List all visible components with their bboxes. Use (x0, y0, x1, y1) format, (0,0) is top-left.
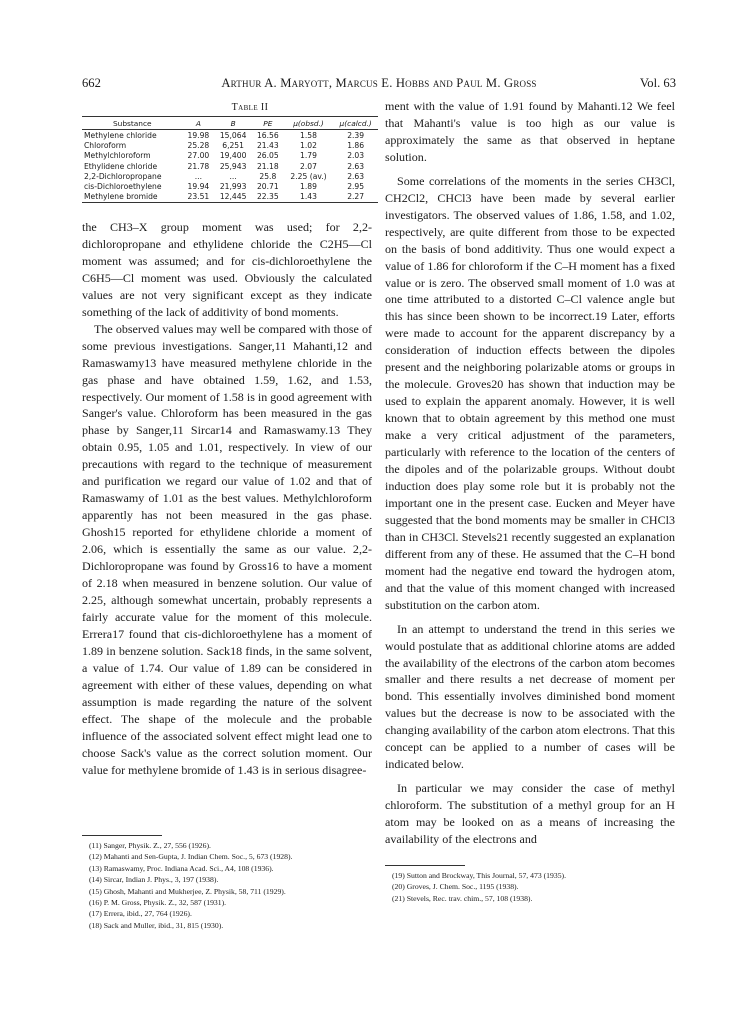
table-cell: 19,400 (219, 151, 247, 161)
table-cell: Methylene bromide (82, 192, 183, 203)
right-column (385, 98, 675, 848)
table-cell: 2.39 (347, 130, 365, 140)
footnotes-right (392, 870, 682, 904)
table-cell: 19.94 (187, 182, 210, 192)
table-title: Table II (231, 102, 269, 113)
running-authors: Arthur A. Maryott, Marcus E. Hobbs and Paul M. Gross (221, 76, 537, 90)
table-header-cell: Substance (82, 117, 183, 130)
table-header-cell: μ(calcd.) (333, 117, 378, 130)
data-table (82, 116, 378, 203)
table-header-cell: PE (252, 117, 284, 130)
footnote: (12) Mahanti and Sen-Gupta, J. Indian Chem. Soc., 5, 673 (1928). (89, 852, 293, 862)
footnote: (11) Sanger, Physik. Z., 27, 556 (1926). (89, 841, 211, 850)
body-paragraph: The observed values may well be compared with those of some previous investigations. Sanger,11 Mahanti,12 and Ramaswamy13 have measured methylene chloride in the gas phase and have obtained 1.59, 1.62, and 1.53, respectively. Our moment of 1.58 is in good agreement with Sanger's value. Chloroform has been measured in the gas phase by Sanger,11 Sircar14 and Ramaswamy.13 They obtain 0.95, 1.05 and 1.01, respectively. In view of our precautions with regard to the technique of measurement and purification we regard our value of 1.02 and that of Ramaswamy of 1.01 as the best values. Methylchloroform apparently has not been measured in the gas phase. Ghosh15 reported for ethylidene chloride a moment of 2.06, which is essentially the same as our value. 2,2-Dichloropropane was found by Gross16 to have a moment of 2.18 when measured in benzene solution. Our value of 2.25, although somewhat uncertain, probably represents a fairly accurate value for the moment of this molecule. Errera17 found that cis-dichloroethylene has a moment of 1.89 in benzene solution. Sack18 finds, in the same solvent, a value of 1.74. Our value of 1.89 can be considered in agreement with either of these values, depending on what assumption is made regarding the nature of the solvent effect. The shape of the molecule and the probable influence of the associated solvent effect might lead one to choose Sack's value as the correct solution moment. Our value for methylene bromide of 1.43 is in serious disagree- (82, 321, 372, 777)
table-cell: 1.89 (300, 182, 317, 192)
table-cell: 25.28 (187, 140, 210, 150)
table-cell: 1.02 (300, 140, 317, 150)
table-row (82, 161, 378, 171)
footnote-rule (385, 865, 465, 866)
table-cell: cis-Dichloroethylene (84, 182, 162, 192)
table-cell: 2.63 (347, 161, 365, 171)
table-header-cell: B (214, 117, 252, 130)
table-cell: 26.05 (256, 151, 279, 161)
table-cell: 21,993 (219, 182, 247, 192)
table-cell: 19.98 (187, 130, 210, 140)
left-column (82, 219, 372, 778)
footnote: (14) Sircar, Indian J. Phys., 3, 197 (1938). (89, 875, 219, 885)
table-cell: 6,251 (222, 140, 244, 150)
table-row (82, 192, 378, 203)
footnote: (21) Stevels, Rec. trav. chim., 57, 108 (1938). (392, 893, 533, 903)
running-header (82, 76, 676, 92)
footnote: (17) Errera, ibid., 27, 764 (1926). (89, 909, 192, 919)
table-cell: 1.79 (300, 151, 317, 161)
footnote: (20) Groves, J. Chem. Soc., 1195 (1938). (392, 882, 519, 892)
table-cell: 25,943 (219, 161, 247, 171)
table-cell: 21.43 (256, 140, 279, 150)
body-paragraph: In particular we may consider the case of methyl chloroform. The substitution of a methyl group for an H atom may be looked on as a means of increasing the availability of the electrons and (385, 781, 675, 847)
table-cell: 23.51 (183, 192, 215, 203)
table-cell: 2,2-Dichloropropane (84, 171, 162, 181)
table-cell: 1.86 (347, 140, 365, 150)
table-cell: Chloroform (84, 140, 127, 150)
table-cell: 27.00 (187, 151, 210, 161)
table-cell: ... (194, 171, 203, 181)
table-cell: 1.43 (284, 192, 334, 203)
footnotes-left (89, 840, 379, 931)
table-cell: 25.8 (259, 171, 277, 181)
table-header-row (82, 117, 378, 130)
table-cell: ... (229, 171, 237, 181)
footnote: (13) Ramaswamy, Proc. Indiana Acad. Sci., A4, 108 (1936). (89, 863, 274, 873)
footnote: (19) Sutton and Brockway, This Journal, 57, 473 (1935). (392, 871, 567, 880)
table-cell: Methylene chloride (84, 130, 157, 140)
table-cell: 21.18 (256, 161, 279, 171)
table-cell: 2.63 (347, 171, 365, 181)
table-cell: 22.35 (252, 192, 284, 203)
table-header-cell: A (183, 117, 215, 130)
body-paragraph: Some correlations of the moments in the series CH3Cl, CH2Cl2, CHCl3 have been made by several earlier investigators. The observed values of 1.86, 1.58, and 1.02, respectively, are quite different from those to be expected on the basis of bond additivity. Thus one would expect a value of 1.86 for chloroform if the C–H moment has a fixed value or is zero. The observed small moment of 1.0 was at one time attributed to a distorted C–Cl valence angle but this has since been shown to be incorrect.19 Later, efforts were made to account for the apparent discrepancy by a consideration of induction effects between the dipoles present and the neighboring polarizable atoms or groups in the molecule. Groves20 has shown that induction may be used to explain the apparent anomaly. However, it is well known that to obtain agreement by this method one must make a very critical adjustment of the parameters, particularly with reference to the location of the centers of the dipoles and of the polarizable groups. Without doubt induction does play some role but it is probably not the important one in the present case. Eucken and Meyer have suggested that the bond moments may be smaller in CHCl3 than in CH3Cl. Stevels21 recently suggested an explanation different from any of these. He assumed that the C–H bond moment had the negative end toward the hydrogen atom, and that the value of this moment changed with increased substitution on the carbon atom. (385, 173, 675, 612)
table-cell: Methylchloroform (84, 151, 151, 161)
table-cell: 1.58 (300, 130, 317, 140)
table-row (82, 181, 378, 191)
table-cell: 21.78 (187, 161, 210, 171)
body-paragraph: ment with the value of 1.91 found by Mahanti.12 We feel that Mahanti's value is too high as our value is approximately the same as that observed in heptane solution. (385, 99, 675, 164)
footnote: (15) Ghosh, Mahanti and Mukherjee, Z. Physik, 58, 711 (1929). (89, 886, 286, 896)
table-row (82, 130, 378, 141)
table-row (82, 140, 378, 150)
table-cell: 2.07 (300, 161, 317, 171)
table-cell: 12,445 (214, 192, 252, 203)
table-ii (82, 102, 378, 203)
table-cell: Ethylidene chloride (84, 161, 158, 171)
footnote: (18) Sack and Muller, ibid., 31, 815 (1930). (89, 920, 224, 930)
volume-label: Vol. 63 (639, 76, 676, 90)
body-paragraph: the CH3–X group moment was used; for 2,2-dichloropropane and ethylidene chloride the C2H5—Cl moment was assumed; and for cis-dichloroethylene the C6H5—Cl moment was used. Obviously the calculated values are not very significant except as they indicate something of the lack of additivity of bond moments. (82, 220, 372, 319)
footnote: (16) P. M. Gross, Physik. Z., 32, 587 (1931). (89, 898, 227, 908)
table-header-cell: μ(obsd.) (284, 117, 334, 130)
table-cell: 2.95 (347, 182, 365, 192)
table-cell: 2.25 (av.) (290, 171, 327, 181)
table-cell: 16.56 (256, 130, 279, 140)
table-cell: 2.27 (333, 192, 378, 203)
body-paragraph: In an attempt to understand the trend in this series we would postulate that as additional chlorine atoms are added the availability of the electrons of the carbon atom becomes smaller and there results a net decrease of moment per bond. This essentially involves diminished bond moment values but the decrease is now to be associated with the changing availability of the carbon atom electrons. That this concept can be applied to a number of cases will be indicated below. (385, 621, 675, 772)
table-cell: 20.71 (256, 182, 279, 192)
footnote-rule (82, 835, 162, 836)
page-number: 662 (82, 76, 101, 90)
table-cell: 2.03 (347, 151, 365, 161)
table-cell: 15,064 (219, 130, 247, 140)
table-row (82, 151, 378, 161)
table-row (82, 171, 378, 181)
